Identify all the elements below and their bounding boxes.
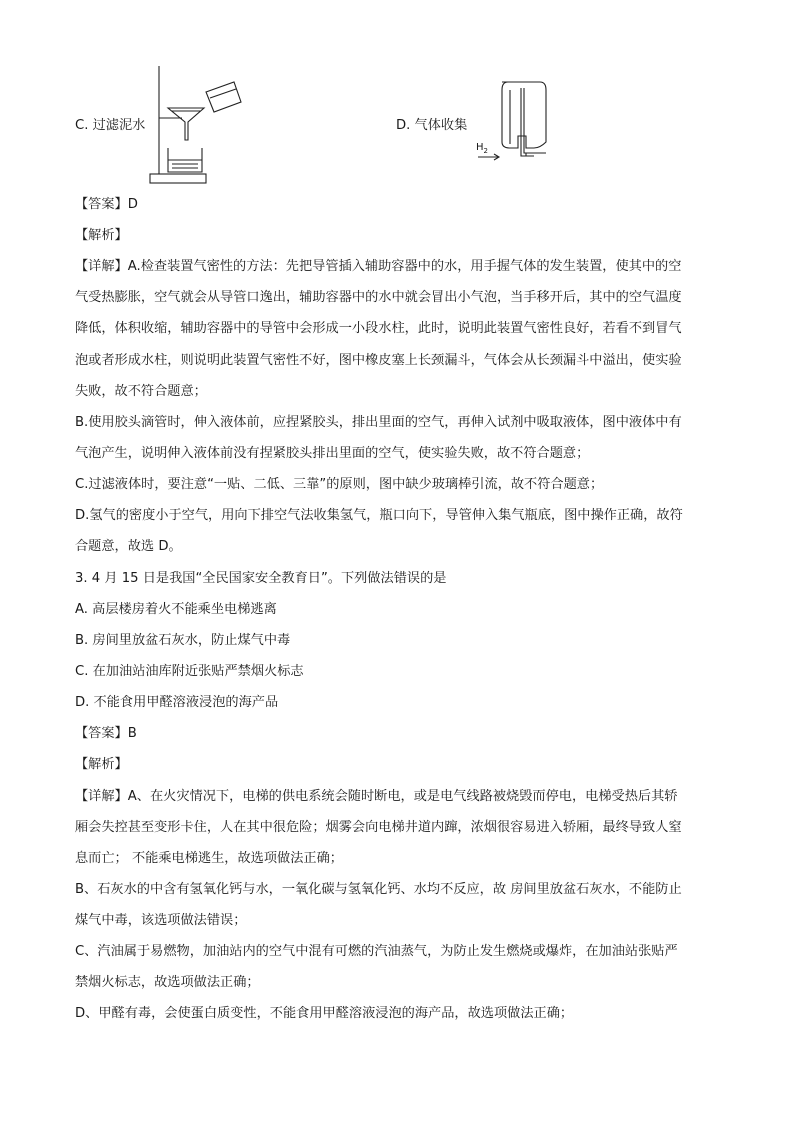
q2-analysis-heading: 【解析】 [75,228,128,243]
q2-line: B.使用胶头滴管时，伸入液体前，应捏紧胶头，排出里面的空气，再伸入试剂中吸取液体，图中液体中有 [75,415,682,430]
q2-line: D.氢气的密度小于空气，用向下排空气法收集氢气，瓶口向下，导管伸入集气瓶底，图中操作正确，故符 [75,508,683,523]
q3-option-d: D. 不能食用甲醛溶液浸泡的海产品 [75,695,279,710]
delivery-tube [521,88,534,156]
q2-line: 气受热膨胀，空气就会从导管口逸出，辅助容器中的水中就会冒出小气泡，当手移开后，其中的空气温度 [75,290,682,305]
q2-line: 泡或者形成水柱，则说明此装置气密性不好，图中橡皮塞上长颈漏斗，气体会从长颈漏斗中溢出，使实验 [75,353,682,368]
q2-answer: 【答案】D [75,197,138,212]
q3-line: D、甲醛有毒，会使蛋白质变性，不能食用甲醛溶液浸泡的海产品，故选项做法正确； [75,1006,574,1021]
q3-option-a: A. 高层楼房着火不能乘坐电梯逃离 [75,602,277,617]
q3-line: B、石灰水的中含有氢氧化钙与水，一氧化碳与氢氧化钙、水均不反应，故 房间里放盆石灰水，不能防止 [75,882,682,897]
q3-line: 息而亡； 不能乘电梯逃生，故选项做法正确； [75,851,343,866]
q3-line: 【详解】A、在火灾情况下，电梯的供电系统会随时断电，或是电气线路被烧毁而停电，电梯受热后其轿 [75,789,678,804]
q3-line: C、汽油属于易燃物，加油站内的空气中混有可燃的汽油蒸气，为防止发生燃烧或爆炸，在加油站张贴严 [75,944,678,959]
q2-line: 气泡产生，说明伸入液体前没有捏紧胶头排出里面的空气，使实验失败，故不符合题意； [75,446,590,461]
q2-line: 合题意，故选 D。 [75,539,182,554]
q2-line: 降低，体积收缩，辅助容器中的导管中会形成一小段水柱，此时，说明此装置气密性良好，若看不到冒气 [75,321,682,336]
q3-line: 煤气中毒，该选项做法错误； [75,913,247,928]
h2-label: $H_2$ [476,142,488,155]
q3-option-b: B. 房间里放盆石灰水，防止煤气中毒 [75,633,291,648]
q2-line: 【详解】A.检查装置气密性的方法：先把导管插入辅助容器中的水，用手握气体的发生装置，使其中的空 [75,259,682,274]
option-c-figure-label: C. 过滤泥水 [75,118,146,133]
stand-base [150,174,206,183]
q3-option-c: C. 在加油站油库附近张贴严禁烟火标志 [75,664,304,679]
filtration-apparatus-figure [148,62,248,187]
q3-stem: 3. 4 月 15 日是我国“全民国家安全教育日”。下列做法错误的是 [75,571,447,586]
q3-line: 厢会失控甚至变形卡住，人在其中很危险；烟雾会向电梯井道内蹿，浓烟很容易进入轿厢，最终导致人窒 [75,820,682,835]
option-d-figure-label: D. 气体收集 [396,118,468,133]
q2-line: 失败，故不符合题意； [75,384,207,399]
funnel [168,108,204,140]
q3-answer: 【答案】B [75,726,137,741]
q3-line: 禁烟火标志，故选项做法正确； [75,975,260,990]
q2-line: C.过滤液体时，要注意“一贴、二低、三靠”的原则，图中缺少玻璃棒引流，故不符合题意； [75,477,604,492]
q3-analysis-heading: 【解析】 [75,757,128,772]
